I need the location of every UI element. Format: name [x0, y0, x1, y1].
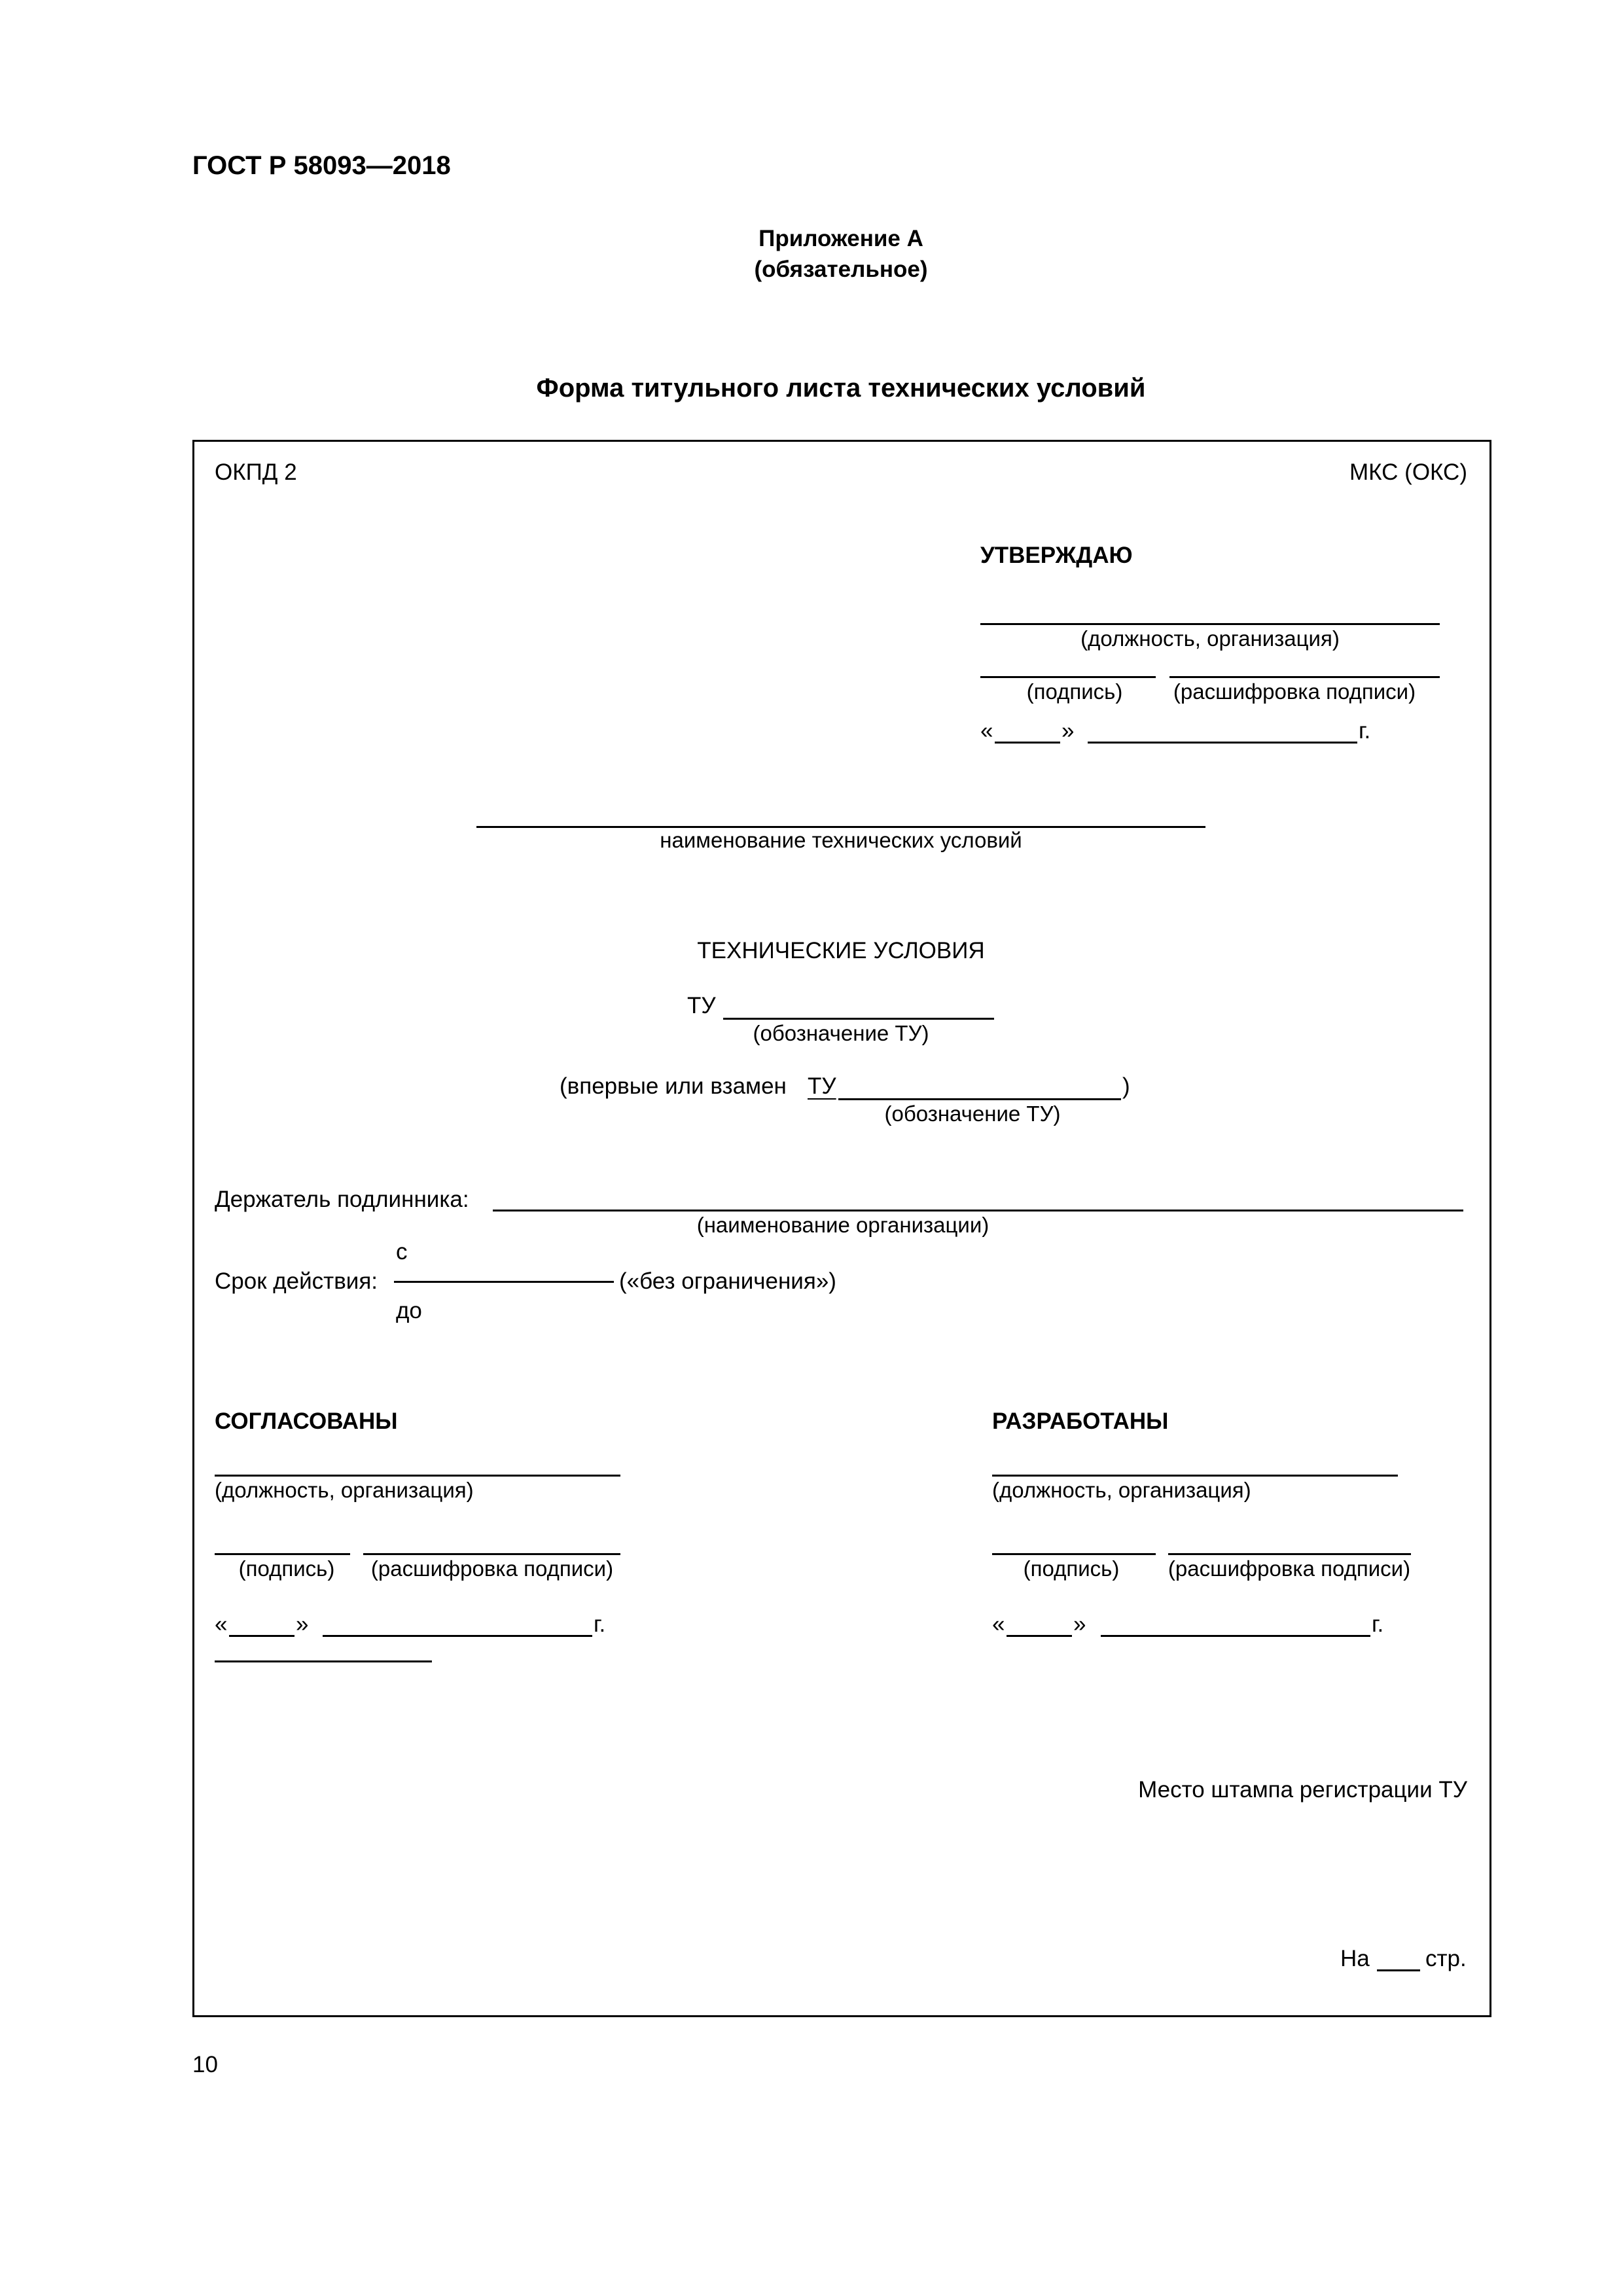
replace-prefix: (впервые или взамен [560, 1073, 787, 1099]
developed-date-open: « [992, 1611, 1005, 1637]
agreed-signature-line[interactable] [215, 1553, 350, 1555]
developed-day-line[interactable] [1007, 1635, 1072, 1637]
tu-prefix: ТУ [687, 993, 716, 1018]
approve-month-year-line[interactable] [1088, 742, 1357, 744]
validity-unlimited: («без ограничения») [619, 1268, 836, 1294]
stamp-place-label: Место штампа регистрации ТУ [1138, 1777, 1467, 1803]
agreed-extra-line[interactable] [215, 1660, 432, 1662]
validity-line[interactable] [394, 1281, 614, 1283]
approve-day-line[interactable] [995, 742, 1060, 744]
developed-heading: РАЗРАБОТАНЫ [992, 1408, 1169, 1434]
agreed-decode-caption: (расшифровка подписи) [370, 1556, 614, 1581]
tu-heading: ТЕХНИЧЕСКИЕ УСЛОВИЯ [697, 938, 985, 963]
page-number: 10 [192, 2052, 218, 2077]
replace-designation-line[interactable] [838, 1098, 1121, 1100]
developed-position-line[interactable] [992, 1475, 1398, 1477]
developed-year-suffix: г. [1372, 1611, 1384, 1637]
agreed-position-line[interactable] [215, 1475, 620, 1477]
tu-designation-caption: (обозначение ТУ) [753, 1021, 929, 1045]
pages-suffix: стр. [1425, 1946, 1467, 1971]
developed-date-close: » [1073, 1611, 1086, 1637]
agreed-heading: СОГЛАСОВАНЫ [215, 1408, 398, 1434]
appendix-note: (обязательное) [754, 257, 928, 282]
agreed-date-close: » [296, 1611, 309, 1637]
approve-signature-caption: (подпись) [1026, 679, 1123, 704]
agreed-month-year-line[interactable] [323, 1635, 592, 1637]
developed-signature-line[interactable] [992, 1553, 1156, 1555]
developed-signature-caption: (подпись) [1023, 1556, 1120, 1581]
tu-designation-line[interactable] [723, 1018, 994, 1020]
agreed-position-caption: (должность, организация) [215, 1478, 474, 1502]
developed-decode-caption: (расшифровка подписи) [1168, 1556, 1411, 1581]
approve-date-open: « [980, 718, 993, 744]
holder-label: Держатель подлинника: [215, 1187, 469, 1212]
tu-name-caption: наименование технических условий [660, 828, 1022, 852]
validity-to-label: до [396, 1298, 422, 1323]
approve-position-line[interactable] [980, 623, 1440, 625]
approve-decode-line[interactable] [1169, 676, 1440, 678]
agreed-date-open: « [215, 1611, 228, 1637]
holder-caption: (наименование организации) [696, 1213, 990, 1237]
pages-count-line[interactable] [1377, 1969, 1420, 1971]
developed-decode-line[interactable] [1168, 1553, 1411, 1555]
validity-label: Срок действия: [215, 1268, 378, 1294]
pages-prefix: На [1340, 1946, 1370, 1971]
replace-designation-caption: (обозначение ТУ) [884, 1102, 1061, 1126]
standard-designation: ГОСТ Р 58093—2018 [192, 151, 451, 180]
agreed-year-suffix: г. [594, 1611, 606, 1637]
approve-signature-line[interactable] [980, 676, 1156, 678]
replace-close: ) [1122, 1073, 1130, 1099]
approve-heading: УТВЕРЖДАЮ [980, 543, 1133, 568]
okpd-code-label: ОКПД 2 [215, 459, 297, 485]
approve-position-caption: (должность, организация) [1080, 626, 1340, 651]
mks-code-label: МКС (ОКС) [1349, 459, 1467, 485]
approve-decode-caption: (расшифровка подписи) [1173, 679, 1416, 704]
approve-date-close: » [1061, 718, 1075, 744]
holder-line[interactable] [493, 1210, 1463, 1211]
agreed-decode-line[interactable] [363, 1553, 620, 1555]
developed-month-year-line[interactable] [1101, 1635, 1370, 1637]
form-title: Форма титульного листа технических условий [536, 374, 1146, 403]
approve-year-suffix: г. [1359, 718, 1371, 744]
agreed-signature-caption: (подпись) [238, 1556, 335, 1581]
appendix-title: Приложение А [758, 226, 923, 251]
validity-from-label: с [396, 1239, 408, 1265]
developed-position-caption: (должность, организация) [992, 1478, 1251, 1502]
agreed-day-line[interactable] [229, 1635, 294, 1637]
replace-tu-label: ТУ [808, 1073, 836, 1099]
